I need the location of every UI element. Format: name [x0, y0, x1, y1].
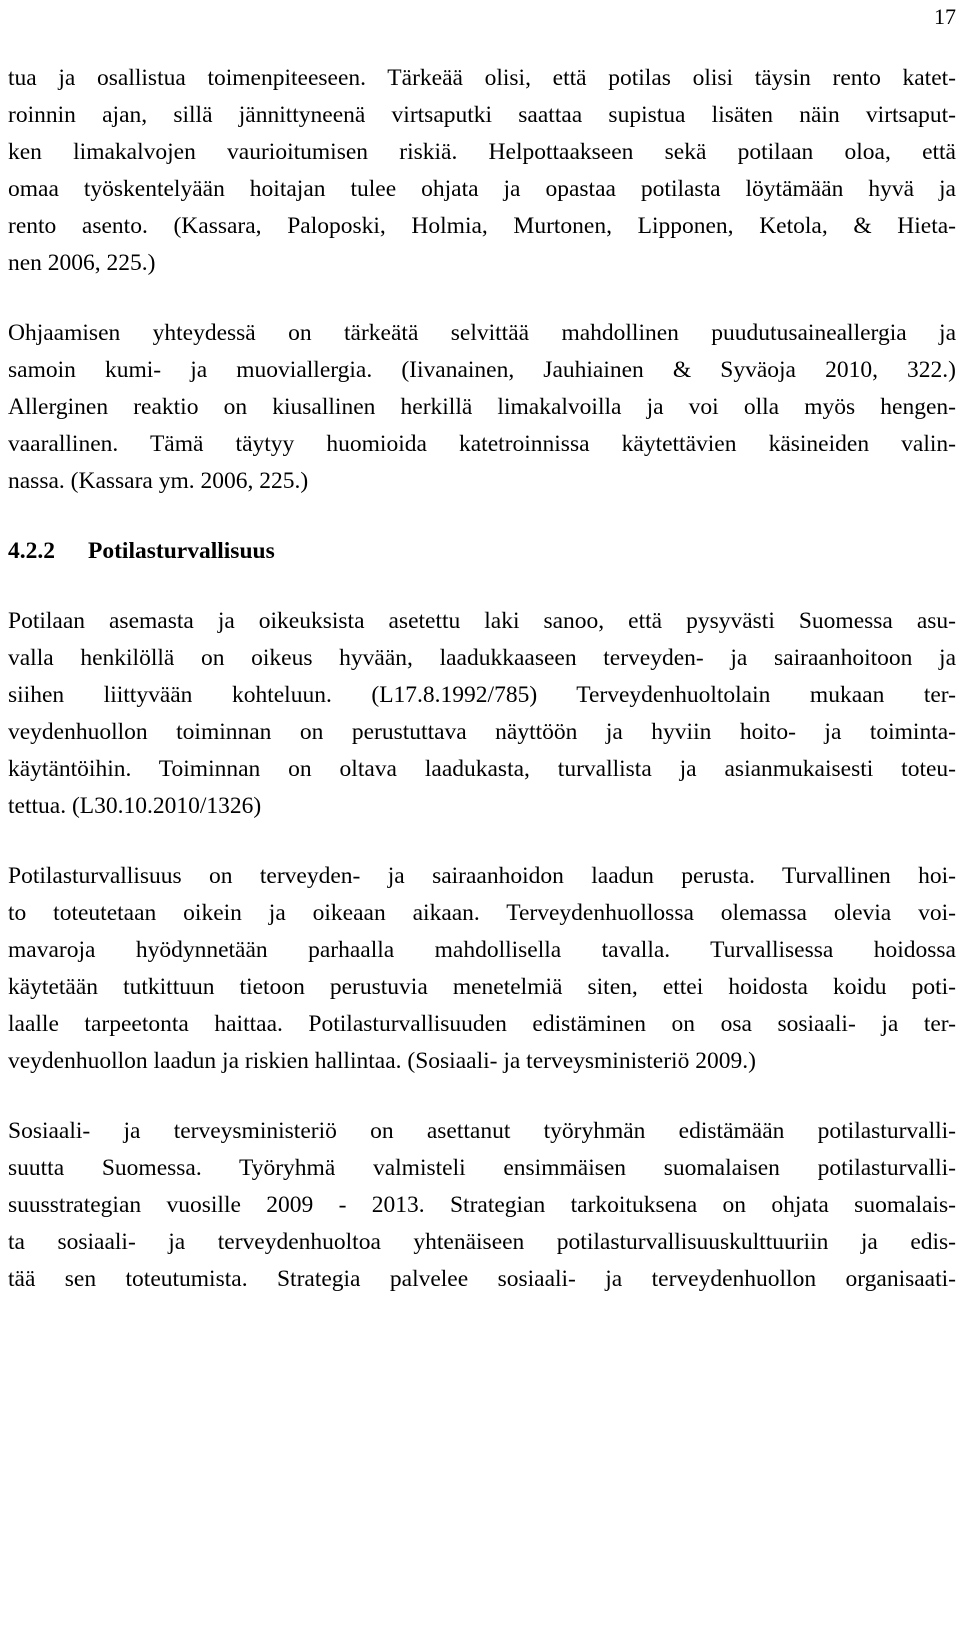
text-line: veydenhuollon toiminnan on perustuttava näyttöön ja hyviin hoito- ja toiminta- — [8, 719, 956, 745]
section-heading — [8, 533, 956, 570]
text-line: nassa. (Kassara ym. 2006, 225.) — [8, 468, 309, 494]
paragraph-gap — [8, 1080, 956, 1113]
text-line: rento asento. (Kassara, Paloposki, Holmia, Murtonen, Lipponen, Ketola, & Hieta- — [8, 213, 956, 239]
document-body — [8, 60, 956, 1298]
text-line: Potilaan asemasta ja oikeuksista asetettu laki sanoo, että pysyvästi Suomessa asu- — [8, 608, 956, 634]
text-line: veydenhuollon laadun ja riskien hallintaa. (Sosiaali- ja terveysministeriö 2009.) — [8, 1048, 756, 1074]
paragraph-gap — [8, 570, 956, 603]
paragraph-gap — [8, 500, 956, 533]
text-line: ken limakalvojen vaurioitumisen riskiä. Helpottaakseen sekä potilaan oloa, että — [8, 139, 956, 165]
paragraph-safety-strategy — [8, 1113, 956, 1298]
text-line: ta sosiaali- ja terveydenhuoltoa yhtenäiseen potilasturvallisuuskulttuuriin ja edis- — [8, 1229, 956, 1255]
text-line: omaa työskentelyään hoitajan tulee ohjata ja opastaa potilasta löytämään hyvä ja — [8, 176, 956, 202]
text-line: tää sen toteutumista. Strategia palvelee sosiaali- ja terveydenhuollon organisaati- — [8, 1266, 956, 1292]
paragraph-gap — [8, 282, 956, 315]
page-number: 17 — [934, 4, 956, 29]
text-line: Ohjaamisen yhteydessä on tärkeätä selvittää mahdollinen puudutusaineallergia ja — [8, 320, 956, 346]
section-title: Potilasturvallisuus — [88, 538, 275, 564]
text-line: Potilasturvallisuus on terveyden- ja sairaanhoidon laadun perusta. Turvallinen hoi- — [8, 863, 956, 889]
text-line: Sosiaali- ja terveysministeriö on asettanut työryhmän edistämään potilasturvalli- — [8, 1118, 956, 1144]
paragraph-gap — [8, 825, 956, 858]
paragraph-patient-safety — [8, 858, 956, 1080]
paragraph-catheterization-relaxation — [8, 60, 956, 282]
text-line: roinnin ajan, sillä jännittyneenä virtsaputki saattaa supistua lisäten näin virtsaput- — [8, 102, 956, 128]
paragraph-patient-rights-law — [8, 603, 956, 825]
text-line: to toteutetaan oikein ja oikeaan aikaan. Terveydenhuollossa olemassa olevia voi- — [8, 900, 956, 926]
section-number: 4.2.2 — [8, 538, 55, 564]
text-line: siihen liittyvään kohteluun. (L17.8.1992/785) Terveydenhuoltolain mukaan ter- — [8, 682, 956, 708]
text-line: mavaroja hyödynnetään parhaalla mahdollisella tavalla. Turvallisessa hoidossa — [8, 937, 956, 963]
text-line: tettua. (L30.10.2010/1326) — [8, 793, 262, 819]
text-line: käytäntöihin. Toiminnan on oltava laadukasta, turvallista ja asianmukaisesti toteu- — [8, 756, 956, 782]
text-line: laalle tarpeetonta haittaa. Potilasturvallisuuden edistäminen on osa sosiaali- ja ter- — [8, 1011, 956, 1037]
text-line: nen 2006, 225.) — [8, 250, 156, 276]
text-line: valla henkilöllä on oikeus hyvään, laadukkaaseen terveyden- ja sairaanhoitoon ja — [8, 645, 956, 671]
paragraph-allergy — [8, 315, 956, 500]
text-line: vaarallinen. Tämä täytyy huomioida katetroinnissa käytettävien käsineiden valin- — [8, 431, 956, 457]
text-line: tua ja osallistua toimenpiteeseen. Tärkeää olisi, että potilas olisi täysin rento katet- — [8, 65, 956, 91]
text-line: suutta Suomessa. Työryhmä valmisteli ensimmäisen suomalaisen potilasturvalli- — [8, 1155, 956, 1181]
text-line: käytetään tutkittuun tietoon perustuvia menetelmiä siten, ettei hoidosta koidu poti- — [8, 974, 956, 1000]
text-line: suusstrategian vuosille 2009 - 2013. Strategian tarkoituksena on ohjata suomalais- — [8, 1192, 956, 1218]
text-line: Allerginen reaktio on kiusallinen herkillä limakalvoilla ja voi olla myös hengen- — [8, 394, 956, 420]
text-line: samoin kumi- ja muoviallergia. (Iivanainen, Jauhiainen & Syväoja 2010, 322.) — [8, 357, 956, 383]
